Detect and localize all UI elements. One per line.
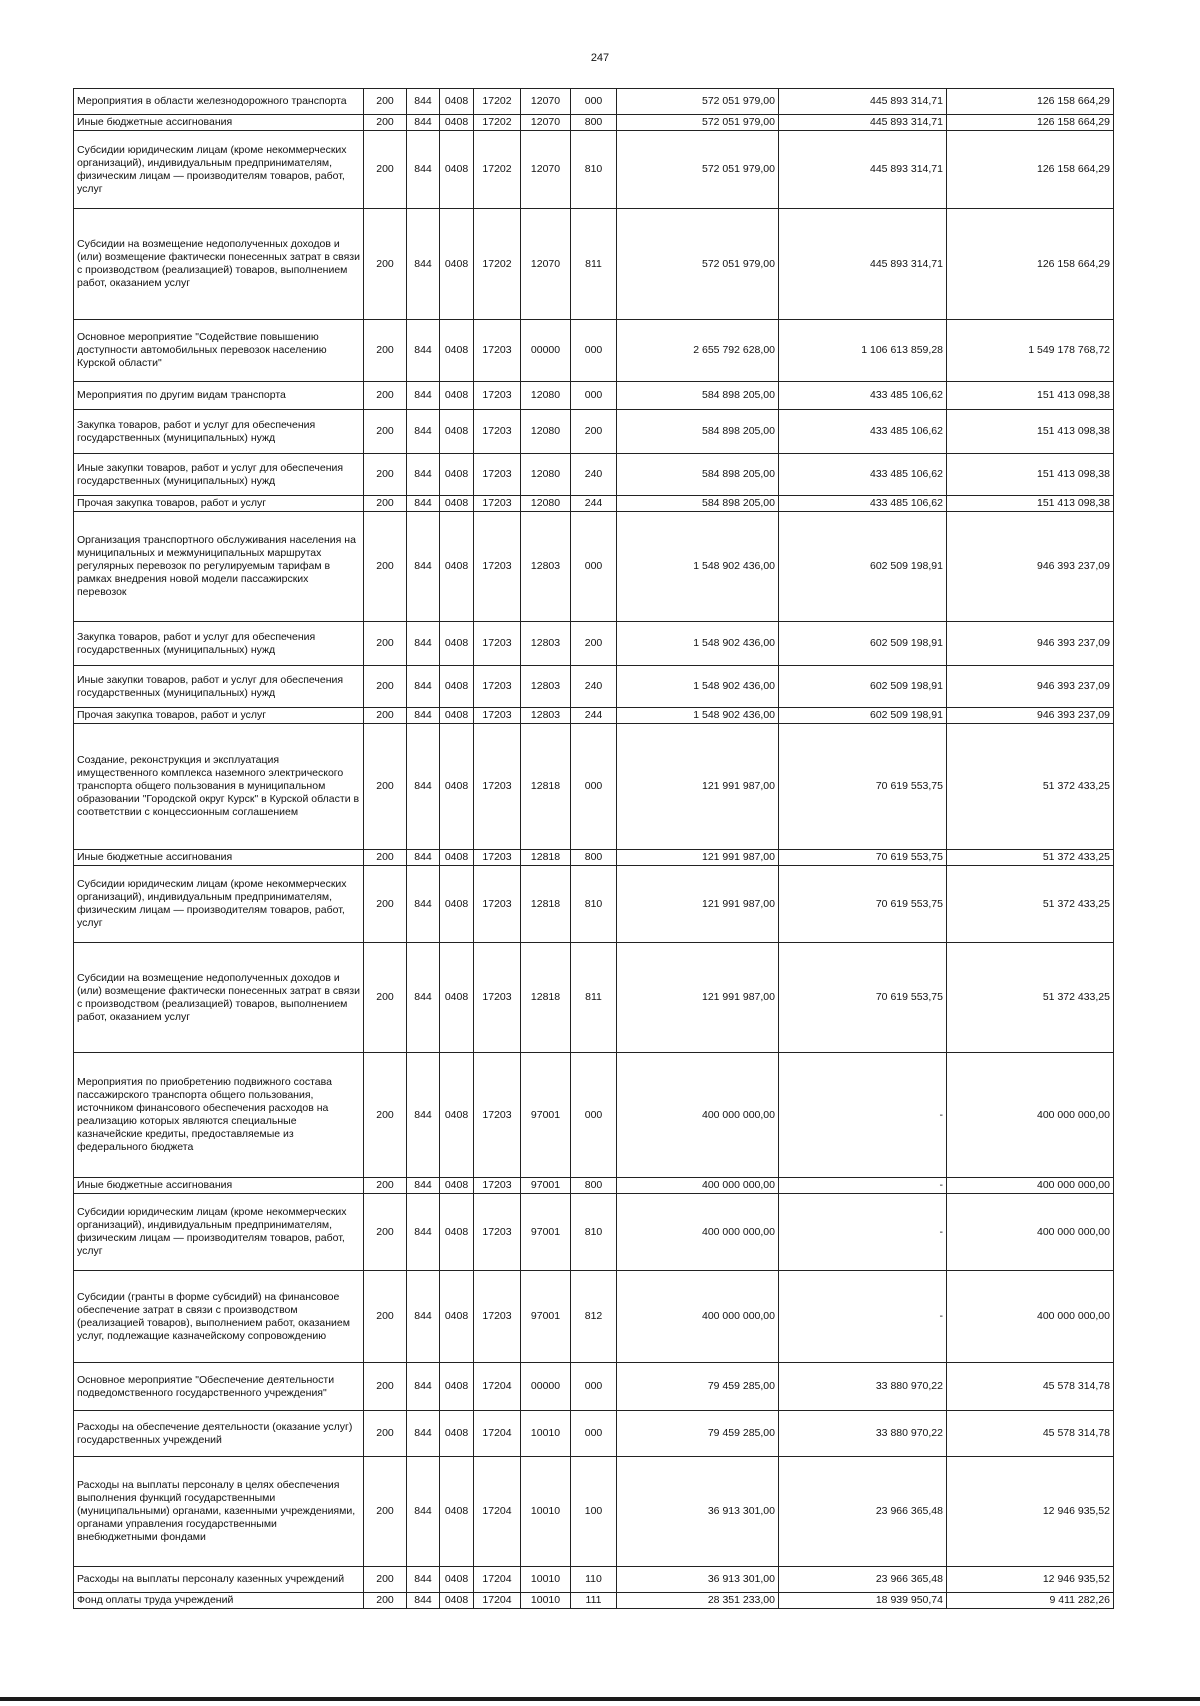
table-row [74,866,1114,943]
code-gp-cell: 200 [364,1593,407,1609]
code-direction-cell: 12818 [521,866,571,943]
row-name-cell: Расходы на выплаты персоналу казенных учреждений [74,1567,364,1593]
code-expense-type-cell: 810 [571,131,617,209]
table-row [74,410,1114,454]
amount-remaining-cell: 400 000 000,00 [947,1178,1114,1194]
amount-executed-cell: - [779,1178,947,1194]
code-expense-type-cell: 000 [571,89,617,115]
table-row [74,1053,1114,1178]
code-gp-cell: 200 [364,666,407,708]
code-section-cell: 0408 [440,622,474,666]
amount-executed-cell: 70 619 553,75 [779,850,947,866]
table-row [74,1457,1114,1567]
code-section-cell: 0408 [440,131,474,209]
code-ministry-cell: 844 [407,131,440,209]
code-direction-cell: 10010 [521,1593,571,1609]
code-ministry-cell: 844 [407,850,440,866]
table-row [74,1178,1114,1194]
code-gp-cell: 200 [364,1567,407,1593]
code-direction-cell: 12080 [521,454,571,496]
amount-approved-cell: 79 459 285,00 [617,1411,779,1457]
table-row [74,708,1114,724]
code-section-cell: 0408 [440,1194,474,1271]
scan-edge-line [0,1697,1200,1701]
amount-executed-cell: 445 893 314,71 [779,131,947,209]
amount-executed-cell: 602 509 198,91 [779,708,947,724]
amount-approved-cell: 400 000 000,00 [617,1194,779,1271]
amount-approved-cell: 400 000 000,00 [617,1053,779,1178]
row-name-cell: Иные закупки товаров, работ и услуг для обеспечения государственных (муниципальных) нужд [74,666,364,708]
amount-approved-cell: 2 655 792 628,00 [617,320,779,382]
code-direction-cell: 97001 [521,1053,571,1178]
amount-remaining-cell: 126 158 664,29 [947,131,1114,209]
amount-remaining-cell: 400 000 000,00 [947,1194,1114,1271]
amount-approved-cell: 572 051 979,00 [617,115,779,131]
code-section-cell: 0408 [440,708,474,724]
code-gp-cell: 200 [364,209,407,320]
code-section-cell: 0408 [440,410,474,454]
amount-approved-cell: 121 991 987,00 [617,866,779,943]
amount-approved-cell: 584 898 205,00 [617,496,779,512]
amount-executed-cell: - [779,1271,947,1363]
code-direction-cell: 12803 [521,666,571,708]
code-direction-cell: 12803 [521,622,571,666]
amount-remaining-cell: 126 158 664,29 [947,89,1114,115]
code-section-cell: 0408 [440,1053,474,1178]
amount-remaining-cell: 51 372 433,25 [947,724,1114,850]
amount-approved-cell: 584 898 205,00 [617,410,779,454]
code-gp-cell: 200 [364,320,407,382]
table-row [74,115,1114,131]
code-section-cell: 0408 [440,1363,474,1411]
code-program-cell: 17203 [474,850,521,866]
code-ministry-cell: 844 [407,1411,440,1457]
code-direction-cell: 12070 [521,131,571,209]
code-section-cell: 0408 [440,512,474,622]
row-name-cell: Иные бюджетные ассигнования [74,850,364,866]
amount-remaining-cell: 126 158 664,29 [947,209,1114,320]
code-expense-type-cell: 000 [571,1053,617,1178]
code-gp-cell: 200 [364,382,407,410]
code-section-cell: 0408 [440,1457,474,1567]
code-gp-cell: 200 [364,496,407,512]
code-expense-type-cell: 240 [571,666,617,708]
amount-remaining-cell: 400 000 000,00 [947,1053,1114,1178]
code-program-cell: 17203 [474,708,521,724]
amount-executed-cell: 23 966 365,48 [779,1567,947,1593]
code-direction-cell: 12818 [521,850,571,866]
code-ministry-cell: 844 [407,89,440,115]
code-section-cell: 0408 [440,866,474,943]
code-direction-cell: 10010 [521,1457,571,1567]
code-section-cell: 0408 [440,382,474,410]
code-ministry-cell: 844 [407,496,440,512]
code-expense-type-cell: 000 [571,320,617,382]
code-expense-type-cell: 800 [571,115,617,131]
amount-approved-cell: 584 898 205,00 [617,454,779,496]
code-ministry-cell: 844 [407,622,440,666]
code-program-cell: 17204 [474,1567,521,1593]
amount-remaining-cell: 12 946 935,52 [947,1567,1114,1593]
code-section-cell: 0408 [440,496,474,512]
code-program-cell: 17204 [474,1593,521,1609]
amount-executed-cell: 70 619 553,75 [779,866,947,943]
table-row [74,943,1114,1053]
table-row [74,382,1114,410]
code-section-cell: 0408 [440,724,474,850]
code-ministry-cell: 844 [407,454,440,496]
code-expense-type-cell: 000 [571,512,617,622]
amount-approved-cell: 1 548 902 436,00 [617,622,779,666]
code-direction-cell: 00000 [521,320,571,382]
code-program-cell: 17204 [474,1457,521,1567]
amount-remaining-cell: 946 393 237,09 [947,708,1114,724]
amount-executed-cell: 445 893 314,71 [779,115,947,131]
code-ministry-cell: 844 [407,1457,440,1567]
code-program-cell: 17202 [474,131,521,209]
amount-approved-cell: 572 051 979,00 [617,209,779,320]
code-gp-cell: 200 [364,708,407,724]
code-ministry-cell: 844 [407,410,440,454]
table-row [74,454,1114,496]
code-expense-type-cell: 111 [571,1593,617,1609]
code-direction-cell: 97001 [521,1271,571,1363]
row-name-cell: Организация транспортного обслуживания населения на муниципальных и межмуниципальных маршрутах регулярных перевозок по регулируемым тарифам в рамках внедрения новой модели пассажирских перевозок [74,512,364,622]
row-name-cell: Субсидии на возмещение недополученных доходов и (или) возмещение фактически понесенных затрат в связи с производством (реализацией) товаров, выполнением работ, оказанием услуг [74,209,364,320]
amount-executed-cell: 70 619 553,75 [779,943,947,1053]
code-expense-type-cell: 200 [571,410,617,454]
code-section-cell: 0408 [440,1271,474,1363]
code-expense-type-cell: 800 [571,1178,617,1194]
code-ministry-cell: 844 [407,1178,440,1194]
table-row [74,320,1114,382]
code-expense-type-cell: 000 [571,1363,617,1411]
code-gp-cell: 200 [364,410,407,454]
code-expense-type-cell: 811 [571,943,617,1053]
amount-executed-cell: 433 485 106,62 [779,410,947,454]
table-row [74,1567,1114,1593]
row-name-cell: Основное мероприятие "Содействие повышению доступности автомобильных перевозок населению Курской области" [74,320,364,382]
code-expense-type-cell: 110 [571,1567,617,1593]
table-row [74,666,1114,708]
code-section-cell: 0408 [440,1178,474,1194]
table-row [74,131,1114,209]
code-program-cell: 17202 [474,115,521,131]
amount-executed-cell: 1 106 613 859,28 [779,320,947,382]
table-row [74,1194,1114,1271]
table-row [74,850,1114,866]
code-expense-type-cell: 000 [571,382,617,410]
amount-remaining-cell: 151 413 098,38 [947,382,1114,410]
code-program-cell: 17203 [474,1271,521,1363]
code-direction-cell: 10010 [521,1411,571,1457]
amount-approved-cell: 1 548 902 436,00 [617,708,779,724]
code-program-cell: 17203 [474,724,521,850]
code-section-cell: 0408 [440,1593,474,1609]
code-expense-type-cell: 100 [571,1457,617,1567]
amount-approved-cell: 36 913 301,00 [617,1567,779,1593]
amount-executed-cell: 602 509 198,91 [779,512,947,622]
code-expense-type-cell: 244 [571,496,617,512]
amount-executed-cell: 33 880 970,22 [779,1363,947,1411]
code-gp-cell: 200 [364,943,407,1053]
code-ministry-cell: 844 [407,1567,440,1593]
code-gp-cell: 200 [364,131,407,209]
code-gp-cell: 200 [364,454,407,496]
table-row [74,496,1114,512]
code-gp-cell: 200 [364,115,407,131]
code-expense-type-cell: 000 [571,1411,617,1457]
amount-approved-cell: 572 051 979,00 [617,89,779,115]
code-program-cell: 17203 [474,1178,521,1194]
code-gp-cell: 200 [364,1457,407,1567]
code-expense-type-cell: 200 [571,622,617,666]
code-expense-type-cell: 800 [571,850,617,866]
amount-approved-cell: 36 913 301,00 [617,1457,779,1567]
amount-remaining-cell: 400 000 000,00 [947,1271,1114,1363]
code-ministry-cell: 844 [407,866,440,943]
amount-approved-cell: 572 051 979,00 [617,131,779,209]
amount-executed-cell: 445 893 314,71 [779,89,947,115]
code-section-cell: 0408 [440,209,474,320]
code-program-cell: 17203 [474,1194,521,1271]
row-name-cell: Субсидии (гранты в форме субсидий) на финансовое обеспечение затрат в связи с производством (реализацией товаров), выполнением работ, оказанием услуг, подлежащие казначейскому сопровождению [74,1271,364,1363]
code-program-cell: 17203 [474,320,521,382]
table-row [74,1363,1114,1411]
code-ministry-cell: 844 [407,320,440,382]
code-program-cell: 17202 [474,209,521,320]
amount-remaining-cell: 45 578 314,78 [947,1411,1114,1457]
code-expense-type-cell: 240 [571,454,617,496]
code-direction-cell: 12803 [521,512,571,622]
amount-remaining-cell: 946 393 237,09 [947,666,1114,708]
code-expense-type-cell: 811 [571,209,617,320]
code-ministry-cell: 844 [407,115,440,131]
row-name-cell: Закупка товаров, работ и услуг для обеспечения государственных (муниципальных) нужд [74,622,364,666]
code-gp-cell: 200 [364,622,407,666]
code-direction-cell: 12080 [521,410,571,454]
code-gp-cell: 200 [364,1363,407,1411]
amount-executed-cell: 433 485 106,62 [779,496,947,512]
code-expense-type-cell: 244 [571,708,617,724]
code-program-cell: 17203 [474,410,521,454]
code-program-cell: 17203 [474,943,521,1053]
amount-executed-cell: 602 509 198,91 [779,622,947,666]
code-direction-cell: 12803 [521,708,571,724]
code-ministry-cell: 844 [407,943,440,1053]
code-gp-cell: 200 [364,1194,407,1271]
code-program-cell: 17203 [474,454,521,496]
amount-remaining-cell: 946 393 237,09 [947,622,1114,666]
amount-approved-cell: 121 991 987,00 [617,724,779,850]
row-name-cell: Мероприятия по приобретению подвижного состава пассажирского транспорта общего пользования, источником финансового обеспечения расходов на реализацию которых являются специальные казначейские кредиты, предоставляемые из федерального бюджета [74,1053,364,1178]
code-ministry-cell: 844 [407,512,440,622]
code-program-cell: 17203 [474,666,521,708]
code-gp-cell: 200 [364,1178,407,1194]
row-name-cell: Субсидии юридическим лицам (кроме некоммерческих организаций), индивидуальным предпринимателям, физическим лицам — производителям товаров, работ, услуг [74,866,364,943]
table-row [74,209,1114,320]
code-direction-cell: 12080 [521,496,571,512]
code-gp-cell: 200 [364,512,407,622]
code-program-cell: 17203 [474,866,521,943]
code-program-cell: 17203 [474,496,521,512]
row-name-cell: Прочая закупка товаров, работ и услуг [74,708,364,724]
code-program-cell: 17204 [474,1411,521,1457]
code-expense-type-cell: 812 [571,1271,617,1363]
code-ministry-cell: 844 [407,1271,440,1363]
code-ministry-cell: 844 [407,1194,440,1271]
code-program-cell: 17203 [474,1053,521,1178]
code-ministry-cell: 844 [407,708,440,724]
code-expense-type-cell: 810 [571,1194,617,1271]
code-section-cell: 0408 [440,320,474,382]
amount-executed-cell: 70 619 553,75 [779,724,947,850]
code-direction-cell: 12818 [521,943,571,1053]
code-gp-cell: 200 [364,89,407,115]
code-ministry-cell: 844 [407,1053,440,1178]
code-ministry-cell: 844 [407,1363,440,1411]
row-name-cell: Субсидии на возмещение недополученных доходов и (или) возмещение фактически понесенных затрат в связи с производством (реализацией) товаров, выполнением работ, оказанием услуг [74,943,364,1053]
budget-table [73,88,1114,1609]
code-gp-cell: 200 [364,1053,407,1178]
code-section-cell: 0408 [440,666,474,708]
row-name-cell: Расходы на обеспечение деятельности (оказание услуг) государственных учреждений [74,1411,364,1457]
amount-remaining-cell: 946 393 237,09 [947,512,1114,622]
amount-remaining-cell: 151 413 098,38 [947,496,1114,512]
row-name-cell: Субсидии юридическим лицам (кроме некоммерческих организаций), индивидуальным предпринимателям, физическим лицам — производителям товаров, работ, услуг [74,131,364,209]
row-name-cell: Субсидии юридическим лицам (кроме некоммерческих организаций), индивидуальным предпринимателям, физическим лицам — производителям товаров, работ, услуг [74,1194,364,1271]
amount-approved-cell: 121 991 987,00 [617,850,779,866]
table-row [74,622,1114,666]
row-name-cell: Иные закупки товаров, работ и услуг для обеспечения государственных (муниципальных) нужд [74,454,364,496]
code-section-cell: 0408 [440,1567,474,1593]
row-name-cell: Иные бюджетные ассигнования [74,1178,364,1194]
code-gp-cell: 200 [364,724,407,850]
page-number: 247 [590,52,610,64]
amount-executed-cell: 602 509 198,91 [779,666,947,708]
amount-remaining-cell: 45 578 314,78 [947,1363,1114,1411]
amount-executed-cell: - [779,1053,947,1178]
code-section-cell: 0408 [440,115,474,131]
amount-approved-cell: 28 351 233,00 [617,1593,779,1609]
row-name-cell: Закупка товаров, работ и услуг для обеспечения государственных (муниципальных) нужд [74,410,364,454]
code-direction-cell: 00000 [521,1363,571,1411]
code-direction-cell: 12818 [521,724,571,850]
amount-approved-cell: 400 000 000,00 [617,1271,779,1363]
table-row [74,724,1114,850]
table-row [74,512,1114,622]
amount-remaining-cell: 126 158 664,29 [947,115,1114,131]
amount-executed-cell: 445 893 314,71 [779,209,947,320]
amount-approved-cell: 400 000 000,00 [617,1178,779,1194]
code-direction-cell: 12070 [521,89,571,115]
code-program-cell: 17203 [474,512,521,622]
code-direction-cell: 10010 [521,1567,571,1593]
row-name-cell: Создание, реконструкция и эксплуатация имущественного комплекса наземного электрического транспорта общего пользования в муниципальном образовании "Городской округ Курск" в Курской области в соответствии с концессионным соглашением [74,724,364,850]
amount-approved-cell: 79 459 285,00 [617,1363,779,1411]
table-row [74,89,1114,115]
amount-approved-cell: 1 548 902 436,00 [617,512,779,622]
amount-remaining-cell: 51 372 433,25 [947,943,1114,1053]
code-ministry-cell: 844 [407,724,440,850]
amount-executed-cell: 433 485 106,62 [779,454,947,496]
code-gp-cell: 200 [364,866,407,943]
amount-remaining-cell: 151 413 098,38 [947,454,1114,496]
code-section-cell: 0408 [440,89,474,115]
code-program-cell: 17204 [474,1363,521,1411]
code-program-cell: 17203 [474,622,521,666]
amount-executed-cell: - [779,1194,947,1271]
amount-executed-cell: 33 880 970,22 [779,1411,947,1457]
amount-remaining-cell: 51 372 433,25 [947,850,1114,866]
code-direction-cell: 97001 [521,1194,571,1271]
amount-remaining-cell: 1 549 178 768,72 [947,320,1114,382]
row-name-cell: Расходы на выплаты персоналу в целях обеспечения выполнения функций государственными (муниципальными) органами, казенными учреждениями, органами управления государственными внебюджетными фондами [74,1457,364,1567]
code-gp-cell: 200 [364,1271,407,1363]
amount-remaining-cell: 151 413 098,38 [947,410,1114,454]
amount-executed-cell: 18 939 950,74 [779,1593,947,1609]
row-name-cell: Мероприятия в области железнодорожного транспорта [74,89,364,115]
table-row [74,1411,1114,1457]
table-row [74,1593,1114,1609]
code-program-cell: 17202 [474,89,521,115]
code-direction-cell: 97001 [521,1178,571,1194]
table-row [74,1271,1114,1363]
amount-remaining-cell: 12 946 935,52 [947,1457,1114,1567]
row-name-cell: Фонд оплаты труда учреждений [74,1593,364,1609]
code-ministry-cell: 844 [407,382,440,410]
code-expense-type-cell: 810 [571,866,617,943]
code-ministry-cell: 844 [407,209,440,320]
code-direction-cell: 12070 [521,209,571,320]
row-name-cell: Прочая закупка товаров, работ и услуг [74,496,364,512]
amount-remaining-cell: 51 372 433,25 [947,866,1114,943]
code-program-cell: 17203 [474,382,521,410]
amount-approved-cell: 1 548 902 436,00 [617,666,779,708]
amount-approved-cell: 121 991 987,00 [617,943,779,1053]
code-gp-cell: 200 [364,1411,407,1457]
code-section-cell: 0408 [440,1411,474,1457]
row-name-cell: Иные бюджетные ассигнования [74,115,364,131]
code-ministry-cell: 844 [407,1593,440,1609]
code-section-cell: 0408 [440,850,474,866]
row-name-cell: Мероприятия по другим видам транспорта [74,382,364,410]
row-name-cell: Основное мероприятие "Обеспечение деятельности подведомственного государственного учреждения" [74,1363,364,1411]
amount-remaining-cell: 9 411 282,26 [947,1593,1114,1609]
amount-approved-cell: 584 898 205,00 [617,382,779,410]
amount-executed-cell: 433 485 106,62 [779,382,947,410]
code-gp-cell: 200 [364,850,407,866]
code-direction-cell: 12080 [521,382,571,410]
code-section-cell: 0408 [440,943,474,1053]
code-direction-cell: 12070 [521,115,571,131]
code-section-cell: 0408 [440,454,474,496]
code-expense-type-cell: 000 [571,724,617,850]
amount-executed-cell: 23 966 365,48 [779,1457,947,1567]
code-ministry-cell: 844 [407,666,440,708]
